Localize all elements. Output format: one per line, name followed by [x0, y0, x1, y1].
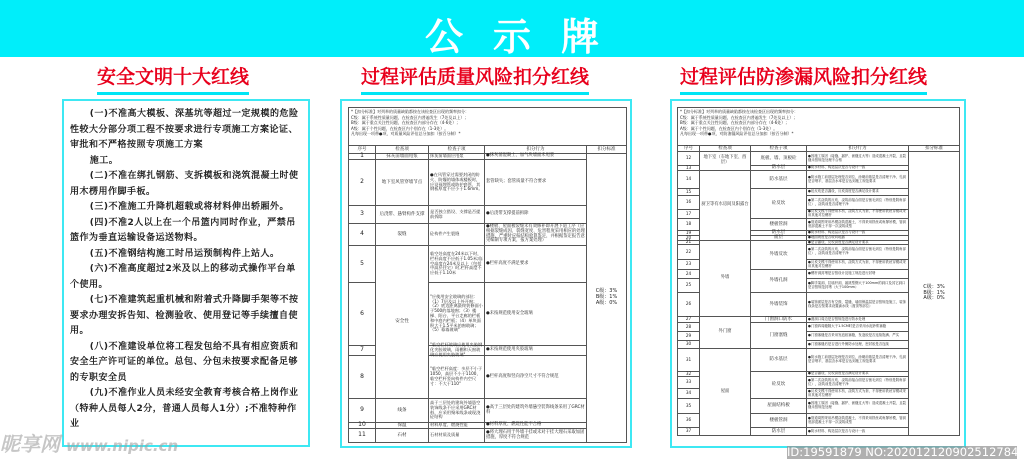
deduction-behavior-text: ●反坎支模不得使用木枋，浇筑方式为套，不得使用铁丝穿模或采用其他对拉螺杆: [808, 259, 906, 268]
column-header-text: 检查子项: [769, 145, 788, 151]
table-row: [349, 399, 627, 423]
check-subitem-text: 是否独立搭设、支撑是否提前拆除: [430, 208, 481, 219]
check-subitem-text: 防水层: [771, 230, 786, 236]
deduction-behavior: [807, 245, 909, 260]
check-item-text: 保温: [397, 422, 407, 428]
deduction-behavior-text: ●第二次浇筑的反坎，浇筑前接合面是否凿毛到位（特别是阴角部位），浇筑前是否清理干净: [808, 377, 906, 386]
table-row: [349, 429, 627, 443]
safety-rule: (六)不准高度超过2米及以上的移动式操作平台单个使用。: [70, 264, 296, 290]
row-number: [349, 399, 376, 423]
row-number-text: 29: [685, 332, 692, 338]
deduction-behavior-text: ●栏杆高度和竖向净空尺寸不符合规范: [486, 373, 559, 379]
check-subitem-text: 外墙反坎: [769, 252, 788, 258]
row-number-text: 1: [360, 152, 364, 160]
safety-rule: (九)不准作业人员未经安全教育考核合格上岗作业（特种人员每人2分，普通人员每人1分）;不准特种作业: [70, 388, 299, 429]
row-number-text: 16: [685, 199, 692, 205]
check-subitem: [429, 342, 485, 357]
deduction-standard: [909, 152, 960, 436]
check-subitem: [751, 293, 807, 317]
check-item: [376, 160, 429, 206]
deduction-behavior: [485, 429, 587, 443]
check-subitem-text: 外墙装饰: [769, 301, 788, 307]
row-number: [678, 171, 700, 189]
check-subitem-text: 外墙孔洞: [769, 278, 788, 284]
deduction-standard-text: C级：3% B级：1% A级：0%: [595, 288, 618, 306]
deduction-behavior: [807, 414, 909, 428]
row-number-text: 21: [685, 239, 692, 245]
note-line: 凡每出现一项带●项，对质量风险评估总分加扣（按百分制）*: [351, 131, 461, 136]
deduction-behavior-text: ●因施工原因（接缝、漏护、嵌缝过大等）造成混凝土开裂，且裂缝未按规范处理: [808, 401, 906, 409]
row-number-text: 23: [685, 261, 692, 267]
row-number-text: 2: [360, 178, 364, 186]
check-subitem-text: "临空栏杆玻璃应使用夹胶钢化夹胶玻璃，雨棚和天窗玻璃应使用夹胶玻璃": [430, 342, 483, 357]
row-number-text: 35: [685, 402, 692, 408]
table-row: [349, 224, 627, 246]
deduction-behavior-text: ●地面坡度是否坡向地漏: [808, 235, 845, 240]
deduction-behavior-text: ●高于三层处的建筑外墙悬空装饰线条采用了GRC材料: [486, 404, 585, 415]
deduction-behavior-text: ●脚手架洞、拉墙杆洞，悬挑型钢大于100mm的洞口及其它洞口是否按规范封堵（大于100mm）: [808, 280, 906, 289]
check-subitem: [429, 206, 485, 224]
deduction-behavior-text: ●抹灰前混凝土、加气块墙面未甩浆: [486, 153, 555, 159]
section-title-safety: 安全文明十大红线: [97, 62, 249, 95]
deduction-behavior: [807, 428, 909, 436]
safety-panel: [62, 99, 310, 447]
scoring-notes-text: [349, 108, 626, 145]
deduction-behavior: [807, 293, 909, 317]
note-line: *【扣分标准】对列举的质量缺陷都按在该检查区出现的频率扣分：: [351, 109, 469, 114]
row-number: [678, 196, 700, 210]
notes-row: [349, 108, 627, 146]
safety-rule: (二)不准在绑扎钢筋、支拆模板和浇筑混凝土时使用木楞用作脚手板。: [70, 171, 299, 197]
check-subitem-text: 面层: [774, 235, 783, 241]
deduction-behavior-text: ●管道周围采用吊模浇筑混凝土，不得采用铁丝或角撑吊模，管洞底部混凝土不得一次浇筑成型: [808, 415, 906, 424]
row-number-text: 26: [685, 301, 692, 307]
check-item-text: 线条: [397, 407, 407, 413]
row-number: [678, 270, 700, 279]
table-row: [678, 152, 960, 166]
row-number: [349, 346, 376, 356]
deduction-behavior-text: ●管道周围采用吊模浇筑混凝土，不得采用铁丝或角撑吊模，管洞底部混凝土不得一次浇筑成型: [808, 219, 906, 228]
deduction-behavior: [807, 323, 909, 332]
deduction-behavior-text: ●材料厚度、燃烧性能不合格: [486, 422, 542, 428]
check-subitem-text: 临空处高度在24米以下时，栏杆高度不应低于1.05米;临空高度在24米及以上（包括中高层住宅）时,栏杆高度不应低于1.10米: [430, 250, 483, 276]
row-number: [349, 283, 376, 346]
deduction-behavior-text: ●未按规范使用安全玻璃: [486, 310, 533, 316]
check-subitem-text: 门窗塞缝: [769, 332, 788, 338]
column-header-text: 序号: [684, 145, 693, 151]
deduction-behavior-text: ●第二次浇筑的反坎，浇筑前接合面是否凿毛到位（特别是阴角部位），浇筑前是否清理干净: [808, 247, 906, 255]
row-number-text: 19: [685, 229, 692, 235]
watermark-logo: 昵享网: [0, 432, 60, 456]
deduction-behavior: [807, 219, 909, 231]
deduction-behavior: [807, 377, 909, 389]
check-subitem-text: 砼构件产生裂缝: [430, 231, 460, 237]
row-number: [678, 414, 700, 428]
safety-rule: (八)不准建设单位将工程发包给不具有相应资质和安全生产许可证的单位。总包、分包未按要求配备足够的专职安全员: [70, 341, 299, 383]
deduction-behavior-text: ●因施工原因（接缝、漏护、嵌缝过大等）造成混凝土开裂，且裂缝未按规范处理不合格: [808, 153, 906, 162]
row-number-text: 27: [685, 316, 692, 322]
note-line: C级：属于系统性质量问题，在检查区内普遍发生（7处及以上）；: [351, 114, 469, 120]
check-subitem: [751, 372, 807, 399]
row-number: [349, 224, 376, 246]
scoring-notes-text: [678, 108, 959, 145]
row-number: [678, 377, 700, 389]
row-number-text: 12: [685, 155, 692, 161]
safety-rule: (四)不准2人以上在一个吊篮内同时作业，严禁吊篮作为垂直运输设备运送物料。: [70, 217, 296, 243]
check-item: [700, 317, 751, 349]
row-number-text: 36: [685, 417, 692, 423]
row-number: [349, 356, 376, 399]
row-number: [678, 245, 700, 260]
deduction-behavior: [485, 399, 587, 423]
deduction-behavior-text: ●反坎支模不得使用木枋，浇筑方式为套，不得使用铁丝穿模或采用其他对拉螺杆: [808, 388, 906, 397]
deduction-behavior-text: ●后浇带支撑提前拆除: [486, 211, 529, 217]
check-subitem-text: 楼板管洞: [769, 417, 788, 423]
column-header: [376, 146, 429, 154]
deduction-behavior-text: ●栏杆高度不满足要求: [486, 260, 529, 266]
banner: [0, 0, 1024, 57]
row-number: [678, 389, 700, 399]
check-subitem-text: 楼板管洞: [769, 221, 788, 227]
safety-rule: (三)不准施工升降机超载或将材料伸出轿厢外。: [89, 202, 290, 212]
check-subitem: [751, 323, 807, 349]
deduction-behavior-text: ●反坎支模不得使用木枋，浇筑方式为套，不得使用铁丝穿模或采用其他对拉螺杆: [808, 209, 906, 217]
check-item-text: 安全性: [395, 319, 409, 325]
check-subitem-text: "临空栏杆高度：多层不小于1050，高层不小于1100，临空栏杆竖向构件内空尺寸：不大于110": [430, 366, 483, 386]
deduction-behavior-text: ●门窗塞缝后是否进行外侧防水处理，密封胶是否连续: [808, 341, 889, 346]
watermark-url: www.nipic.cn: [66, 437, 179, 455]
check-subitem-text: 门窗洞口防水: [765, 316, 792, 322]
row-number: [349, 160, 376, 206]
check-subitem: [751, 270, 807, 293]
check-item: [700, 349, 751, 436]
deduction-behavior: [485, 356, 587, 399]
row-number-text: 4: [360, 230, 364, 238]
check-subitem: [429, 399, 485, 423]
check-item-text: 后浇带、悬臂构件支撑: [379, 211, 425, 217]
deduction-behavior-text: ●是否漏设，反坎高度是否满足设计要求: [808, 239, 869, 244]
section-title-quality: 过程评估质量风险扣分红线: [361, 62, 589, 95]
safety-rules-text: [70, 107, 304, 433]
row-number-text: 25: [685, 282, 692, 288]
row-number: [349, 206, 376, 224]
deduction-behavior: [807, 270, 909, 279]
table-row: [349, 160, 627, 206]
deduction-behavior-text: ●窗洞口周边是否按规范进行防水处理: [808, 316, 866, 321]
check-subitem: [429, 246, 485, 283]
check-item-text: 外门窗: [718, 329, 732, 335]
row-number: [678, 152, 700, 166]
section-title-leakage: 过程评估防渗漏风险扣分红线: [680, 62, 927, 95]
deduction-behavior: [485, 346, 587, 356]
deduction-behavior: [807, 152, 909, 166]
row-number-text: 7: [360, 346, 364, 354]
row-number: [678, 279, 700, 293]
note-line: A级：属于个性问题，在检查区内个别存在（1-3处）。: [680, 125, 778, 131]
check-subitem: [429, 356, 485, 399]
row-number-text: 22: [685, 248, 692, 254]
check-subitem-text: 屋面结构板: [767, 403, 790, 409]
column-header-text: 检查项: [395, 146, 409, 152]
deduction-behavior-text: 套管缺失；套管质量不符合要求: [486, 179, 547, 185]
check-item: [700, 171, 751, 241]
check-item: [376, 399, 429, 423]
row-number-text: 18: [685, 221, 692, 227]
column-header-text: 序号: [357, 146, 367, 152]
deduction-behavior-text: ●第二次浇筑的反坎，浇筑前接合面是否凿毛到位（特别是阴角部位），浇筑前是否清理干净: [808, 197, 906, 206]
check-item: [700, 241, 751, 317]
check-subitem: [751, 428, 807, 436]
check-item: [700, 152, 751, 171]
row-number: [678, 189, 700, 196]
row-number-text: 3: [360, 210, 364, 218]
row-number: [678, 210, 700, 219]
check-subitem: [751, 241, 807, 270]
check-item-text: 裂缝: [397, 231, 407, 237]
deduction-behavior: [807, 279, 909, 293]
deduction-behavior: [807, 210, 909, 219]
deduction-behavior: [485, 160, 587, 206]
deduction-behavior-text: ●螺杆洞封堵是否按设计及施工规范进行封堵: [808, 271, 876, 276]
leakage-risk-table: [677, 107, 960, 436]
row-number-text: 30: [685, 341, 692, 347]
check-subitem-text: 防水层: [771, 428, 786, 434]
check-subitem-text: "应使用安全玻璃的部位：（1）7层及以上外开窗；（2）底边距离最终装修面小于500的落地窗；（3）楼梯、阳台、平台走廊的栏板和中庭内栏板；（4）单块面积大于1.5平米的窗玻璃；（5）幕墙玻璃": [430, 293, 483, 333]
note-line: *【扣分标准】对列举的质量缺陷都按在该检查区出现的频率扣分：: [680, 109, 798, 114]
quality-risk-table: [348, 107, 627, 443]
column-header-text: 扣分标准: [925, 145, 944, 151]
check-subitem: [751, 349, 807, 372]
deduction-behavior-text: ●防水材料、构造层次是否与设计一致: [808, 230, 866, 235]
row-number-text: 6: [360, 309, 364, 317]
row-number: [678, 349, 700, 372]
image-id-band: ID:19591879 NO:20201212090251278461: [787, 445, 1033, 459]
row-number-text: 28: [685, 323, 692, 329]
check-subitem-text: 底板、墙、顶板砼: [760, 155, 797, 161]
deduction-behavior: [807, 341, 909, 349]
deduction-behavior: [807, 189, 909, 196]
deduction-behavior-text: ●未按规范使用夹胶玻璃: [486, 347, 533, 353]
row-number-text: 31: [685, 356, 692, 362]
row-number-text: 17: [685, 210, 692, 216]
check-subitem-text: 高于三层处的建筑外墙悬空装饰线条不应采用GRC材料，应采用聚苯线条或现浇砼结构: [430, 399, 481, 420]
safety-rule: (五)不准钢结构施工时吊运预制构件上站人。: [89, 248, 280, 259]
check-subitem-text: 石材材质及质量: [430, 432, 460, 438]
deduction-behavior-text: ●装饰面层是否有空鼓、裂缝，墙面保温层是否按规范施工，装饰线条是否按要求设置滴水线（窗顶等部位）: [808, 299, 906, 308]
check-item-text: 石材: [397, 432, 407, 438]
note-line: A级：属于个性问题，在检查区内个别存在（1-3处）。: [351, 125, 449, 131]
check-item-text: 地下室（车地下室、酉层）: [703, 155, 747, 165]
notes-row: [678, 108, 960, 146]
row-number-text: 13: [685, 164, 692, 170]
deduction-standard: [587, 154, 627, 443]
deduction-behavior: [485, 206, 587, 224]
safety-rule: (一)不准高大模板、深基坑等超过一定规模的危险性较大分部分项工程不按要求进行专项施工方案论证、审批和不严格按照专项施工方案: [70, 109, 299, 150]
row-number: [349, 429, 376, 443]
deduction-behavior-text: ●将大理石用于外墙干挂或未对干挂大理石采取加固措施，厚度不符合规范: [486, 429, 585, 440]
row-number-text: 20: [685, 234, 692, 240]
check-subitem: [751, 171, 807, 189]
row-number-text: 33: [685, 379, 692, 385]
scoring-notes: [678, 108, 960, 146]
check-subitem: [751, 152, 807, 166]
check-subitem-text: 砼反坎: [771, 382, 786, 388]
column-header-text: 检查项: [718, 145, 732, 151]
check-subitem-text: 防水层: [771, 165, 786, 171]
check-item-text: 抹灰前墙面甩浆: [386, 153, 418, 159]
row-number: [678, 293, 700, 317]
deduction-behavior: [807, 171, 909, 189]
check-item: [376, 224, 429, 246]
column-header-text: 检查子项: [447, 146, 466, 152]
column-header: [587, 146, 627, 154]
deduction-behavior-text: ●门窗塞缝是否采用发泡胶塞缝，发泡胶是否连续饱满、严实: [808, 333, 900, 338]
check-item: [376, 429, 429, 443]
deduction-behavior-text: ●防水材料、构造层次是否与设计一致: [808, 165, 866, 170]
watermark: [0, 432, 178, 458]
check-subitem: [429, 283, 485, 346]
safety-rule: 施工。: [89, 155, 119, 166]
deduction-standard-text: C级：3% B级：1% A级：0%: [923, 283, 945, 302]
row-number: [678, 332, 700, 341]
deduction-behavior: [807, 399, 909, 414]
check-item: [376, 246, 429, 399]
deduction-behavior: [807, 196, 909, 210]
deduction-behavior-text: ●防水材料、构造层次是否与设计一致: [808, 428, 866, 433]
check-subitem: [429, 429, 485, 443]
check-subitem-text: ●在风管穿过需要封闭的防火、防爆的墙体或楼板时，应设预埋管或防护套管，其钢板厚度不应小于1.6mm。: [430, 171, 483, 192]
table-row: [349, 246, 627, 283]
column-header-text: 扣分行为: [526, 146, 545, 152]
check-subitem-text: 材料厚度、燃烧性能: [430, 422, 468, 428]
deduction-behavior-text: ●门窗四周缝隙大于1.5CM时是否采用水泥砂浆塞缝: [808, 324, 887, 329]
check-subitem: [429, 224, 485, 246]
check-subitem: [429, 160, 485, 206]
row-number-text: 15: [685, 188, 692, 194]
column-header-text: 扣分标准: [597, 146, 616, 152]
note-line: B级：属于重点关注性问题，在检查区内部分存在（4-6处）；: [351, 120, 461, 125]
deduction-behavior-text: ●防水施工前基层处理是否到位，涂刷前基层是否清理干净，孔洞是否堵平，基层含水率是否达到施工规范要求: [808, 174, 906, 183]
row-number-text: 8: [360, 372, 364, 380]
deduction-behavior: [807, 332, 909, 341]
column-header-text: 扣分行为: [848, 145, 867, 151]
row-number-text: 9: [360, 406, 364, 414]
note-line: B级：属于重点关注性问题，在检查区内部分存在（4-6处）；: [680, 120, 790, 125]
row-number: [678, 399, 700, 414]
deduction-behavior-text: ●是否漏设，反坎高度是否满足设计要求: [808, 371, 869, 376]
check-subitem-text: 防水基层: [769, 357, 788, 363]
check-item: [376, 206, 429, 224]
row-number-text: 24: [685, 270, 692, 276]
check-item-text: 厨卫等有水房间及阳露台: [701, 202, 749, 208]
deduction-behavior: [807, 260, 909, 270]
check-item-text: 外墙: [720, 275, 730, 281]
scoring-notes: [349, 108, 627, 146]
check-subitem-text: 抹灰前墙面应甩浆: [430, 153, 464, 159]
deduction-behavior: [485, 224, 587, 246]
note-line: C级：属于系统性质量问题，在检查区内普遍发生（7处及以上）；: [680, 114, 798, 120]
deduction-behavior-text: ●防水施工前基层处理是否到位，涂刷前基层是否清理干净，孔洞是否堵平，基层含水率是否达到施工规范要求: [808, 355, 906, 363]
check-subitem-text: 防水基层: [769, 176, 788, 182]
row-number-text: 34: [685, 390, 692, 396]
deduction-behavior-text: ●楼板、屋面板裂缝未有效修补即开展下道工序（应根据裂缝成因、裂缝宽度、危害程度采用相应的处理措施，严重时应报结构验算鉴定，并根据鉴定报告意见编制专项方案，报方案处理）: [486, 223, 585, 244]
row-number-text: 10: [358, 421, 366, 429]
note-line: 凡每出现一项带●项，对防渗漏风险评估总分加扣（按百分制）*: [680, 131, 794, 136]
row-number-text: 32: [685, 370, 692, 376]
row-number: [678, 428, 700, 436]
row-number-text: 37: [685, 428, 692, 434]
check-subitem: [751, 189, 807, 219]
row-number-text: 11: [358, 431, 366, 439]
check-item-text: 屋面: [720, 388, 730, 394]
deduction-behavior-text: ●砼反坎是否漏设，反坎高度是否满足设计要求: [808, 189, 879, 194]
row-number: [678, 219, 700, 231]
row-number: [678, 323, 700, 332]
check-subitem-text: 砼反坎: [771, 200, 786, 206]
deduction-behavior: [485, 246, 587, 283]
check-subitem: [751, 219, 807, 231]
row-number: [678, 341, 700, 349]
deduction-behavior: [807, 349, 909, 372]
deduction-behavior: [485, 283, 587, 346]
page-title: 公示牌: [424, 15, 629, 59]
table-row: [349, 206, 627, 224]
row-number-text: 5: [360, 259, 364, 267]
check-item-text: 地下室风管穿墙节点: [381, 179, 423, 185]
check-subitem: [751, 399, 807, 414]
row-number: [678, 260, 700, 270]
deduction-behavior: [807, 389, 909, 399]
row-number-text: 14: [685, 176, 692, 182]
check-subitem: [751, 414, 807, 428]
safety-rule: (七)不准建筑起重机械和附着式升降脚手架等不按要求办理安拆告知、检测验收、使用登记等手续擅自使用。: [70, 295, 299, 336]
row-number: [349, 246, 376, 283]
